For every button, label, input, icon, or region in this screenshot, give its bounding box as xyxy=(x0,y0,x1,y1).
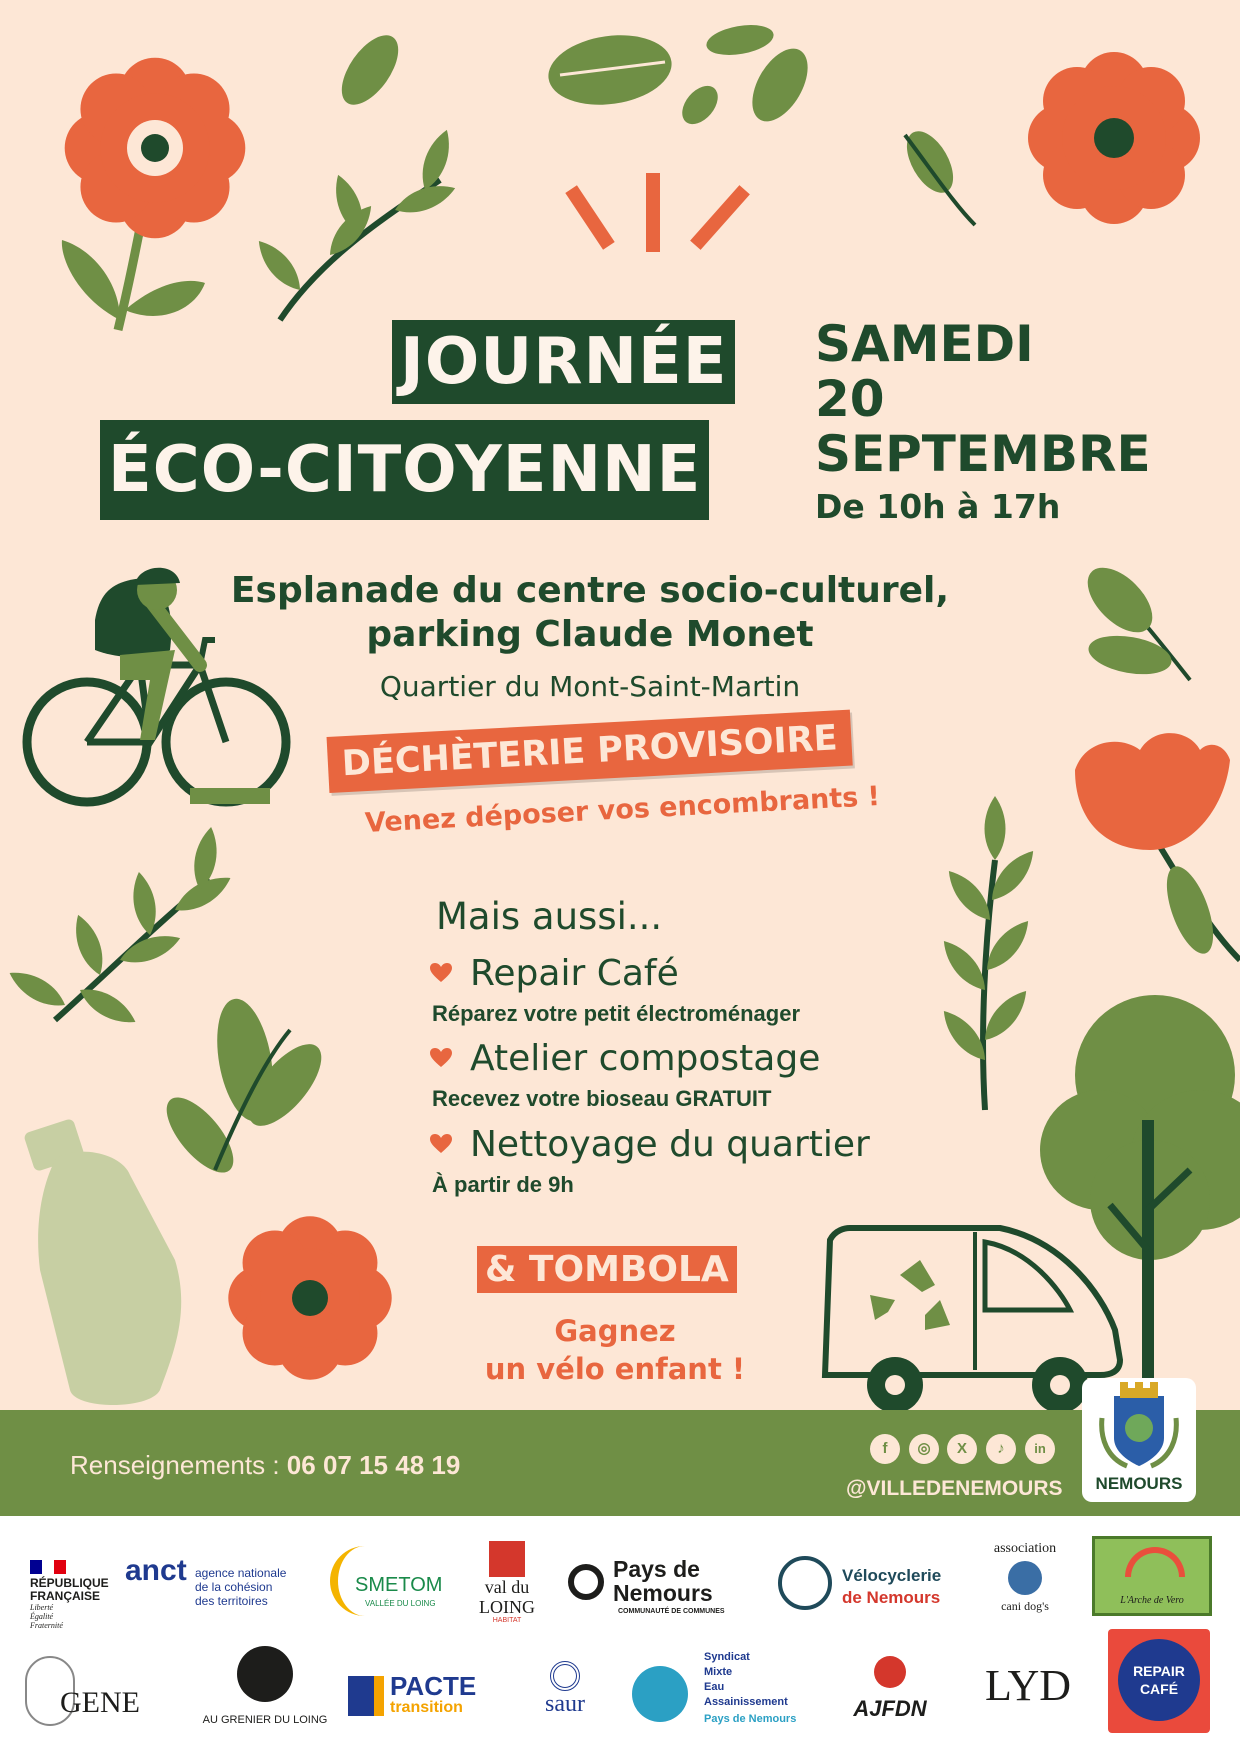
repair-cafe-line-2: CAFÉ xyxy=(1139,1681,1179,1697)
grenier-name: AU GRENIER DU LOING xyxy=(202,1714,328,1726)
town-crest-icon xyxy=(1082,1378,1196,1474)
activity-description: À partir de 9h xyxy=(432,1172,574,1197)
venue-line-1: Esplanade du centre socio-culturel, xyxy=(230,570,950,611)
sunburst xyxy=(575,180,740,245)
smea-line-1: Syndicat xyxy=(704,1651,750,1663)
logo-ajfdn xyxy=(845,1656,935,1736)
flower-top-right xyxy=(1028,52,1200,224)
partners-footer xyxy=(0,1516,1240,1754)
saur-icon xyxy=(550,1661,580,1691)
venue-district: Quartier du Mont-Saint-Martin xyxy=(379,670,801,703)
velocyclerie-line-2: de Nemours xyxy=(842,1588,941,1607)
branch-right xyxy=(936,796,1041,1110)
pacte-icon xyxy=(348,1676,384,1716)
contact-label: Renseignements : xyxy=(70,1450,287,1480)
pays-sub: COMMUNAUTÉ DE COMMUNES xyxy=(618,1608,725,1615)
val-du-loing-sub: HABITAT xyxy=(492,1617,522,1624)
rf-motto-2: Égalité xyxy=(30,1612,54,1621)
event-hours: De 10h à 17h xyxy=(815,487,1061,526)
logo-cani-dogs xyxy=(985,1541,1065,1631)
anct-line-2: de la cohésion xyxy=(195,1580,273,1594)
social-handle[interactable]: @VILLEDENEMOURS xyxy=(846,1477,1063,1500)
lyd-mark: LYD xyxy=(985,1661,1072,1710)
repair-cafe-circle xyxy=(1118,1639,1200,1721)
logo-saur xyxy=(530,1661,600,1731)
pacte-line-2: transition xyxy=(390,1699,463,1716)
repair-cafe-line-1: REPAIR xyxy=(1133,1663,1185,1679)
gene-name: GENE xyxy=(60,1686,140,1719)
velocyclerie-line-1: Vélocyclerie xyxy=(842,1566,942,1585)
paw-icon xyxy=(1008,1561,1042,1595)
instagram-icon[interactable]: ◎ xyxy=(909,1434,939,1464)
flower-bottom-left xyxy=(228,1216,391,1379)
activity-name: Nettoyage du quartier xyxy=(470,1124,870,1165)
leaves-left-bottom xyxy=(155,994,334,1183)
grenier-icon xyxy=(237,1646,293,1702)
contact-info xyxy=(70,1450,460,1481)
smea-line-4: Assainissement xyxy=(704,1696,788,1708)
saur-name: saur xyxy=(545,1691,585,1717)
town-name: NEMOURS xyxy=(1095,1474,1183,1493)
logo-val-du-loing xyxy=(472,1541,542,1636)
branch-left xyxy=(4,825,235,1031)
event-date-number: 20 xyxy=(815,370,885,428)
logo-smetom xyxy=(330,1546,450,1626)
tombola-label: & TOMBOLA xyxy=(477,1246,737,1293)
rf-motto-3: Fraternité xyxy=(30,1621,63,1630)
tombola-prize-line-1: Gagnez xyxy=(554,1314,676,1348)
town-crest xyxy=(1082,1378,1196,1502)
pacte-line-1: PACTE xyxy=(390,1671,477,1701)
marianne-icon xyxy=(30,1560,66,1574)
logo-pacte-transition xyxy=(348,1671,498,1731)
dechetterie-subtitle: Venez déposer vos encombrants ! xyxy=(364,781,881,839)
activities-intro: Mais aussi... xyxy=(436,895,663,938)
bicycle-icon xyxy=(778,1556,832,1610)
title-line-1: JOURNÉE xyxy=(392,320,735,404)
logo-repair-cafe xyxy=(1108,1629,1210,1733)
smetom-name: SMETOM xyxy=(355,1574,443,1596)
poppy-icon xyxy=(874,1656,906,1688)
anct-mark: anct xyxy=(125,1554,187,1587)
activity-name: Repair Café xyxy=(470,953,679,994)
venue-line-2: parking Claude Monet xyxy=(366,614,814,655)
rf-motto-1: Liberté xyxy=(30,1603,54,1612)
tombola-prize-line-2: un vélo enfant ! xyxy=(484,1352,746,1386)
ajfdn-name: AJFDN xyxy=(853,1696,927,1721)
flower-top-left xyxy=(62,58,245,330)
val-du-loing-line-2: LOING xyxy=(479,1597,535,1617)
anct-line-3: des territoires xyxy=(195,1594,268,1608)
logo-smea xyxy=(632,1651,812,1741)
activity-name: Atelier compostage xyxy=(470,1038,821,1079)
logo-arche-de-vero xyxy=(1092,1536,1212,1616)
pays-line-2: Nemours xyxy=(613,1580,713,1606)
arche-name: L'Arche de Vero xyxy=(1120,1595,1184,1606)
van-illustration xyxy=(825,1228,1120,1413)
cani-line-2: cani dog's xyxy=(1001,1599,1049,1613)
val-du-loing-line-1: val du xyxy=(484,1577,530,1597)
activity-description xyxy=(432,1086,771,1112)
val-du-loing-mark xyxy=(489,1541,525,1577)
facebook-icon[interactable]: f xyxy=(870,1434,900,1464)
pays-de-nemours-icon xyxy=(568,1564,604,1600)
activity-description: Réparez votre petit électroménager xyxy=(432,1001,801,1026)
anct-line-1: agence nationale xyxy=(195,1566,287,1580)
logo-republique-francaise xyxy=(30,1560,120,1630)
title-line-2: ÉCO-CITOYENNE xyxy=(100,420,709,520)
smea-line-5: Pays de Nemours xyxy=(704,1713,797,1725)
water-drop-icon xyxy=(632,1666,688,1722)
logo-anct xyxy=(125,1556,295,1626)
linkedin-icon[interactable]: in xyxy=(1025,1434,1055,1464)
logo-velocyclerie xyxy=(778,1556,968,1616)
pays-line-1: Pays de xyxy=(613,1556,700,1582)
logo-pays-de-nemours xyxy=(568,1556,748,1626)
tulip-right xyxy=(1075,733,1240,960)
heart-icon xyxy=(430,963,452,983)
activity-description-bold: GRATUIT xyxy=(675,1086,772,1111)
heart-icon xyxy=(430,1134,452,1154)
logo-lyd xyxy=(985,1641,1072,1736)
rf-line-1: RÉPUBLIQUE xyxy=(30,1576,109,1590)
rainbow-icon xyxy=(1125,1547,1185,1577)
contact-phone: 06 07 15 48 19 xyxy=(286,1450,461,1480)
event-month: SEPTEMBRE xyxy=(815,425,1151,483)
tiktok-icon[interactable]: ♪ xyxy=(986,1434,1016,1464)
branch-top xyxy=(251,126,459,320)
x-icon[interactable]: X xyxy=(947,1434,977,1464)
smea-line-2: Mixte xyxy=(704,1666,733,1678)
leaves-right-mid xyxy=(1076,556,1190,680)
rf-line-2: FRANÇAISE xyxy=(30,1589,101,1603)
smea-line-3: Eau xyxy=(704,1681,725,1693)
logo-gene xyxy=(25,1656,165,1736)
smetom-sub: VALLÉE DU LOING xyxy=(365,1599,436,1608)
activity-description-text: Recevez votre bioseau xyxy=(432,1086,676,1111)
logo-au-grenier-du-loing xyxy=(195,1646,335,1736)
bottle-illustration xyxy=(23,1118,181,1405)
event-day: SAMEDI xyxy=(815,315,1034,373)
heart-icon xyxy=(430,1048,452,1068)
dechetterie-title: DÉCHÈTERIE PROVISOIRE xyxy=(327,710,853,793)
cani-line-1: association xyxy=(993,1541,1057,1556)
